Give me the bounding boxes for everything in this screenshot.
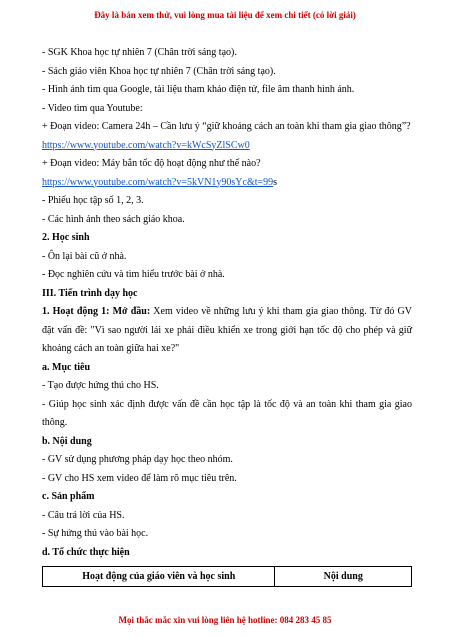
list-item: - Sự hứng thú vào bài học. [42, 528, 149, 539]
link-suffix: s [273, 176, 278, 188]
list-item: - Giúp học sinh xác định được vấn đề cần học tập là tốc độ và an toàn khi tham gia giao thông. [42, 398, 412, 428]
heading-product: c. Sản phẩm [42, 491, 95, 502]
list-item: - Các hình ảnh theo sách giáo khoa. [42, 213, 185, 225]
activity-table [42, 566, 412, 587]
youtube-link-2[interactable]: https://www.youtube.com/watch?v=5kVN1y90sYc&t=99 [42, 176, 274, 188]
list-item: - GV sử dụng phương pháp dạy học theo nhóm. [42, 454, 233, 465]
list-item: + Đoạn video: Camera 24h – Cần lưu ý “giữ khoảng cách an toàn khi tham gia giao thông”? [42, 121, 411, 132]
heading-organization: d. Tổ chức thực hiện [42, 546, 130, 558]
table-header-teacher-student: Hoạt động của giáo viên và học sinh [43, 567, 275, 587]
list-item: - Tạo được hứng thú cho HS. [42, 380, 159, 391]
preview-banner: Đây là bản xem thử, vui lòng mua tài liệu để xem chi tiết (có lời giải) [94, 10, 356, 20]
list-item: - Video tìm qua Youtube: [42, 102, 143, 114]
list-item: - Ôn lại bài cũ ở nhà. [42, 250, 127, 262]
section-heading-students: 2. Học sinh [42, 232, 90, 243]
list-item: + Đoạn video: Máy bắn tốc độ hoạt động như thế nào? [42, 158, 261, 169]
heading-content: b. Nội dung [42, 435, 92, 447]
heading-objective: a. Mục tiêu [42, 361, 91, 373]
document-body [42, 44, 412, 587]
youtube-link-1[interactable]: https://www.youtube.com/watch?v=kWcSyZlSCw0 [42, 139, 250, 151]
list-item: - Sách giáo viên Khoa học tự nhiên 7 (Chân trời sáng tạo). [42, 65, 276, 77]
list-item: - Phiếu học tập số 1, 2, 3. [42, 195, 144, 206]
activity-title: 1. Hoạt động 1: Mở đầu: [42, 306, 151, 317]
activity-paragraph [42, 303, 412, 359]
list-item: - Hình ảnh tìm qua Google, tài liệu tham khảo điện tử, file âm thanh hình ảnh. [42, 84, 355, 95]
section-heading-process: III. Tiến trình dạy học [42, 287, 138, 299]
hotline-banner: Mọi thắc mắc xin vui lòng liên hệ hotline: 084 283 45 85 [118, 615, 332, 625]
list-item: - GV cho HS xem video để làm rõ mục tiêu trên. [42, 472, 237, 484]
list-item: - SGK Khoa học tự nhiên 7 (Chân trời sáng tạo). [42, 47, 237, 58]
list-item: - Đọc nghiên cứu và tìm hiểu trước bài ở nhà. [42, 269, 225, 280]
activity-text: Xem video về những lưu ý khi tham gia giao thông. Từ đó GV đặt vấn đề: "Vì sao người lái xe phải điều khiển xe trong giới hạn tốc độ cho phép và giữ khoảng cách an toàn giữa hai xe?" [42, 306, 412, 354]
table-header-content: Nội dung [275, 567, 412, 587]
list-item: - Câu trả lời của HS. [42, 509, 125, 521]
